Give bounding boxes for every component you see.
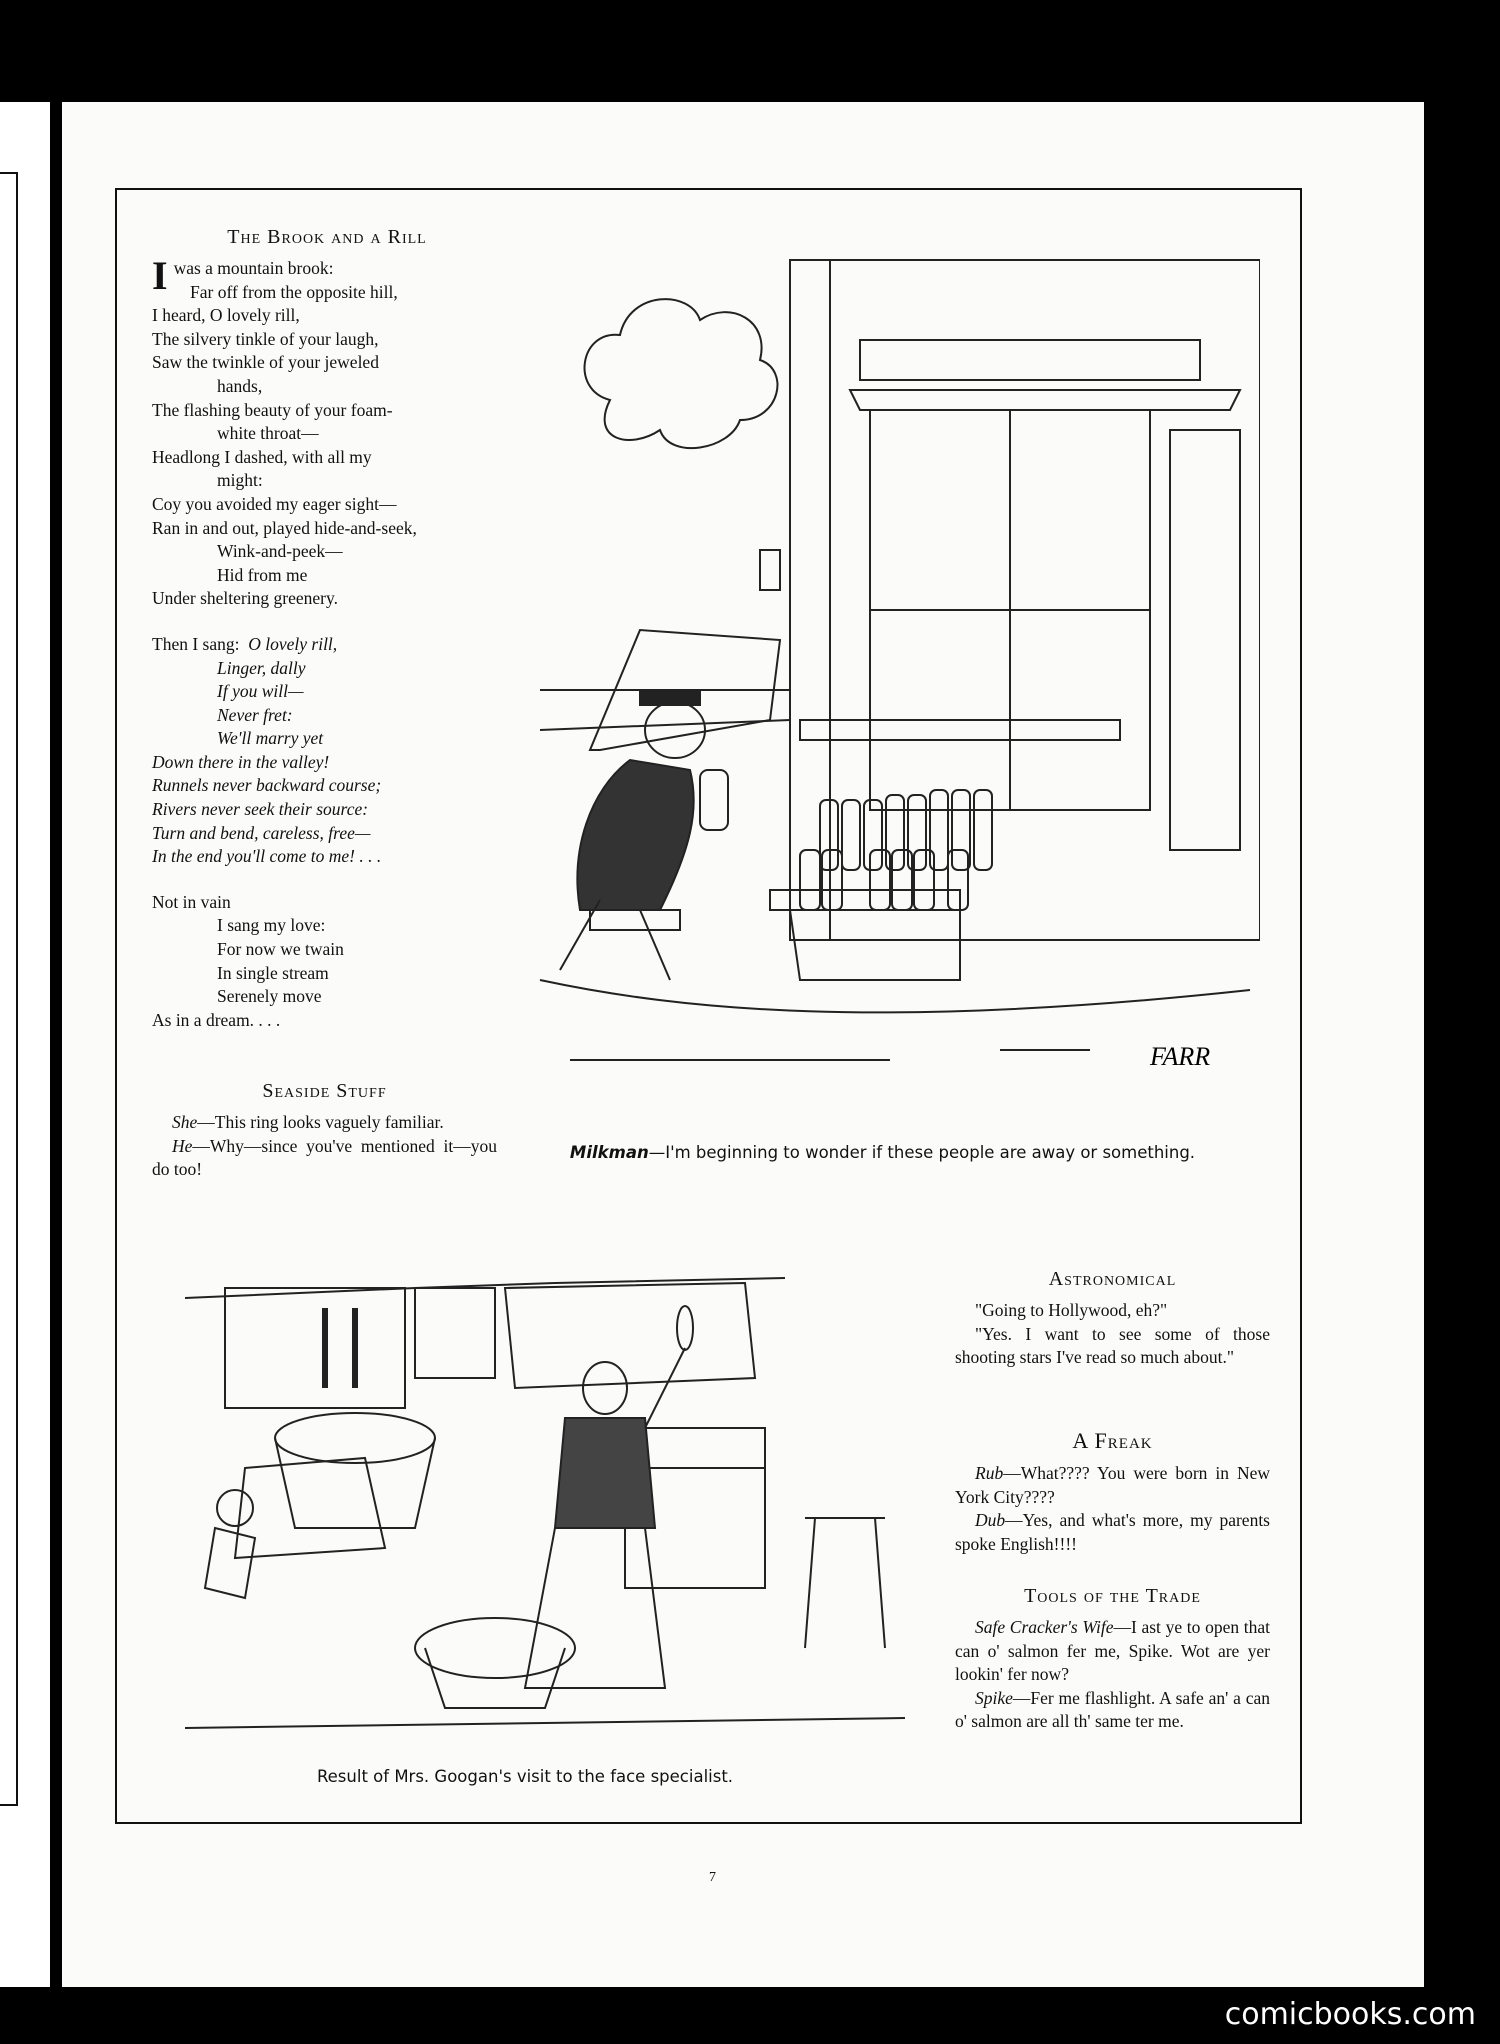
washtub: [275, 1413, 435, 1463]
poem-line: I heard, O lovely rill,: [152, 305, 300, 326]
seaside-body: [152, 1111, 497, 1182]
milkman-caption: Milkman—I'm beginning to wonder if these people are away or something.: [569, 1143, 1196, 1162]
stool: [805, 1518, 885, 1648]
milkman-signature: FARR: [1150, 1042, 1211, 1071]
tools-body: [955, 1616, 1270, 1734]
googan-caption: Result of Mrs. Googan's visit to the face specialist.: [316, 1767, 734, 1786]
basket: [235, 1458, 385, 1558]
freak-line: Dub—Yes, and what's more, my parents spoke English!!!!: [955, 1510, 1270, 1554]
poem-line: Linger, dally: [217, 657, 306, 678]
poem-line: I sang my love:: [217, 915, 326, 936]
poem-line: Ran in and out, played hide-and-seek,: [152, 517, 417, 538]
child-figure: [205, 1490, 255, 1598]
hanging-towel: [225, 1288, 405, 1408]
poem-line: might:: [217, 470, 263, 491]
seaside-section: [152, 1080, 497, 1182]
poem-line: Serenely move: [217, 986, 322, 1007]
left-page-frame: [0, 172, 18, 1806]
seaside-line: He—Why—since you've mentioned it—you do too!: [152, 1135, 497, 1180]
poem-line: The flashing beauty of your foam-: [152, 399, 393, 420]
tools-title: Tools of the Trade: [1024, 1585, 1201, 1607]
poem-line: Not in vain: [152, 891, 231, 912]
poem-line: In single stream: [217, 962, 329, 983]
poem-line: We'll marry yet: [217, 728, 324, 749]
poem-stanza-1: [152, 253, 502, 611]
freak-line: Rub—What???? You were born in New York City????: [955, 1463, 1270, 1507]
poem-line: In the end you'll come to me! . . .: [152, 846, 382, 867]
poem-line: The silvery tinkle of your laugh,: [152, 328, 379, 349]
poem-line: Never fret:: [217, 704, 293, 725]
poem-line: Rivers never seek their source:: [152, 799, 369, 820]
porch-step: [790, 910, 960, 980]
astronomical-line: "Yes. I want to see some of those shooting stars I've read so much about.": [955, 1323, 1270, 1368]
poem-line: hands,: [217, 375, 263, 396]
poem-line: Under sheltering greenery.: [152, 588, 338, 609]
googan-illustration: [185, 1268, 905, 1738]
freak-section: [955, 1428, 1270, 1556]
poem-line: Headlong I dashed, with all my: [152, 446, 372, 467]
poem-line: Turn and bend, careless, free—: [152, 822, 371, 843]
poem-line: Down there in the valley!: [152, 751, 330, 772]
poem-stanza-3: [152, 891, 502, 1033]
page-number: 7: [709, 1870, 716, 1885]
poem-line: If you will—: [217, 681, 304, 702]
poem-section: [152, 226, 502, 1032]
milk-bottles: [800, 790, 992, 910]
ground-line: [540, 980, 1250, 1012]
poem-line: For now we twain: [217, 939, 344, 960]
tools-line: Safe Cracker's Wife—I ast ye to open that can o' salmon fer me, Spike. Wot are yer lookin' fer now?: [955, 1617, 1270, 1685]
porch-rail: [800, 720, 1120, 740]
left-page-edge: [0, 102, 50, 1987]
poem-line: Hid from me: [217, 564, 308, 585]
poem-dropcap: I: [152, 253, 168, 298]
milkman-figure: [560, 690, 728, 980]
astronomical-title: Astronomical: [1048, 1268, 1177, 1290]
seaside-line: She—This ring looks vaguely familiar.: [172, 1112, 444, 1132]
poem-line: Coy you avoided my eager sight—: [152, 493, 397, 514]
woman-figure: [525, 1306, 693, 1688]
watermark: comicbooks.com: [1224, 1997, 1476, 2032]
tools-section: [955, 1585, 1270, 1734]
cloud-shape: [585, 299, 778, 448]
freak-title: A Freak: [1072, 1428, 1153, 1453]
poem-line: Far off from the opposite hill,: [190, 281, 398, 302]
poem-line: white throat—: [217, 423, 319, 444]
tools-line: Spike—Fer me flashlight. A safe an' a can o' salmon are all th' same ter me.: [955, 1687, 1270, 1732]
astronomical-line: "Going to Hollywood, eh?": [975, 1300, 1168, 1320]
poem-line: Runnels never backward course;: [152, 775, 382, 796]
poem-title: The Brook and a Rill: [227, 226, 427, 248]
poem-line: Then I sang: O lovely rill,: [152, 633, 338, 654]
astronomical-body: [955, 1299, 1270, 1370]
freak-body: [955, 1462, 1270, 1556]
poem-body: [152, 253, 502, 1032]
poem-line: was a mountain brook:: [173, 258, 334, 278]
milkman-illustration: [530, 250, 1260, 1120]
poem-line: As in a dream. . . .: [152, 1009, 281, 1030]
poem-stanza-2: [152, 657, 502, 869]
poem-line: Saw the twinkle of your jeweled: [152, 352, 379, 373]
astronomical-section: [955, 1268, 1270, 1370]
poem-line: Wink-and-peek—: [217, 541, 343, 562]
seaside-title: Seaside Stuff: [262, 1080, 387, 1102]
